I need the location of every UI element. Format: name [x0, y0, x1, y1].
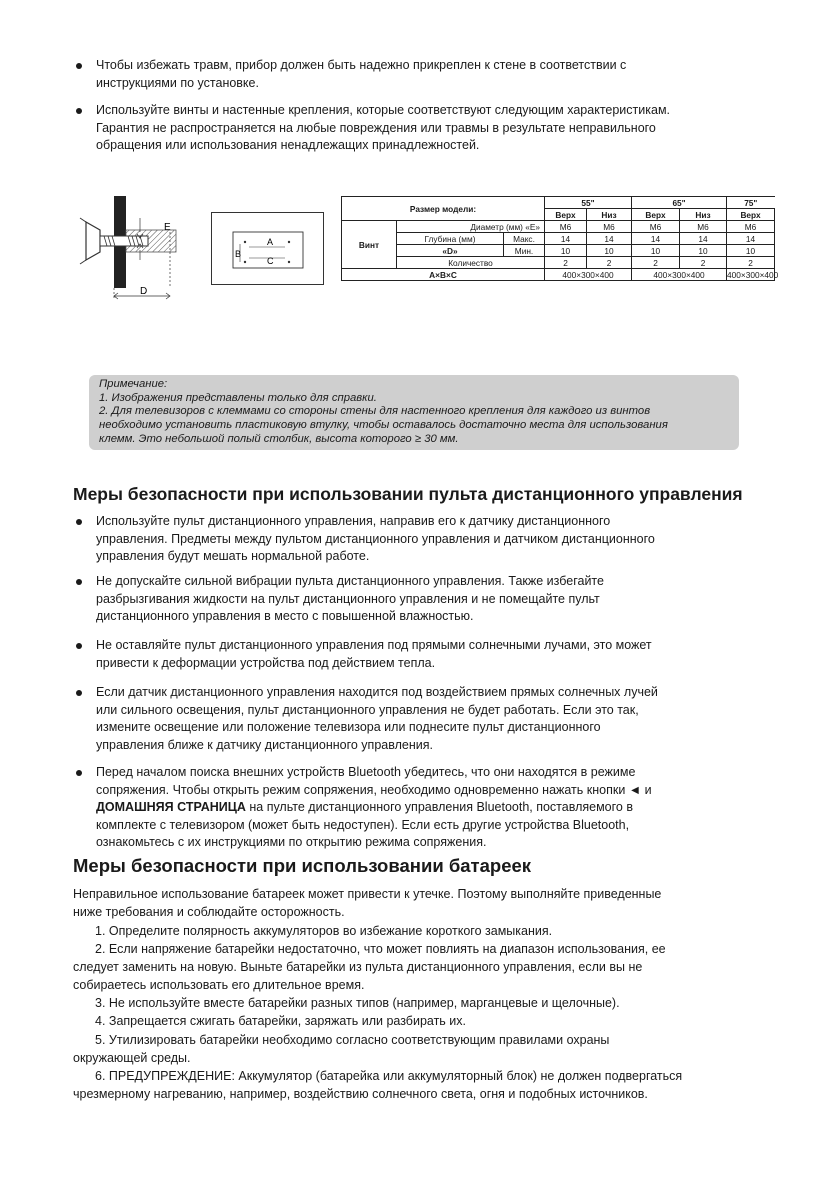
note-title: Примечание:	[99, 378, 168, 390]
note-box	[89, 375, 739, 450]
top-header: Верх	[632, 209, 680, 221]
list-line: чрезмерному нагреванию, например, воздействию солнечного света, огня и подобных источников.	[73, 1086, 648, 1101]
screw-spec-table	[341, 196, 779, 281]
text-fragment: на пульте дистанционного управления Bluetooth, поставляемого в	[245, 800, 633, 814]
axbxc-label: A×B×C	[342, 269, 545, 281]
model-size-label: Размер модели:	[342, 197, 545, 221]
bullet-dot	[76, 519, 82, 525]
bullet-dot	[76, 643, 82, 649]
bullet-item	[96, 684, 658, 754]
list-line: 5. Утилизировать батарейки необходимо согласно соответствующим правилами охраны	[95, 1032, 610, 1047]
note-line: 2. Для телевизоров с клеммами со стороны стены для настенного крепления для каждого из винтов	[99, 405, 651, 418]
text-line: комплекте с телевизором (может быть недоступен). Если есть другие устройства Bluetooth,	[96, 817, 630, 832]
text-line: управления. Предметы между пультом дистанционного управления и датчиком дистанционного	[96, 531, 655, 546]
table-cell: 400×300×400	[727, 269, 779, 280]
bottom-header: Низ	[680, 209, 727, 221]
text-line: разбрызгивания жидкости на пульт дистанционного управления и не помещайте пульт	[96, 591, 600, 606]
table-cell: M6	[632, 221, 680, 233]
table-cell: 10	[632, 245, 680, 257]
table-cell: M6	[587, 221, 632, 233]
bullet-dot	[76, 63, 82, 69]
table-row	[342, 257, 775, 269]
table-cell: 2	[727, 257, 775, 269]
bullet-item	[96, 573, 604, 626]
text-line: Используйте винты и настенные крепления, которые соответствуют следующим характеристикам.	[96, 103, 671, 117]
label-a: A	[267, 237, 274, 247]
battery-list	[73, 922, 682, 1103]
bluetooth-bullet	[96, 764, 652, 852]
text-line: или сильного освещения, пульт дистанционного управления не будет работать. Если это так,	[96, 702, 639, 717]
table-cell: 10	[680, 245, 727, 257]
text-line	[96, 799, 652, 817]
text-line: ниже требования и соблюдайте осторожность.	[73, 905, 345, 919]
table-row	[342, 269, 775, 281]
list-line: 1. Определите полярность аккумуляторов во избежание короткого замыкания.	[95, 924, 553, 938]
text-line: измените освещение или положение телевизора или поднесите пульт дистанционного	[96, 720, 601, 734]
diameter-label: Диаметр (мм) «E»	[397, 221, 545, 233]
text-line: Используйте пульт дистанционного управления, направив его к датчику дистанционного	[96, 514, 611, 528]
bullet-item	[96, 637, 652, 672]
table-cell: 14	[680, 233, 727, 245]
depth-d-label: «D»	[397, 245, 504, 257]
list-line: 4. Запрещается сжигать батарейки, заряжать или разбирать их.	[95, 1014, 466, 1029]
text-line: управления будут мешать нормальной работе.	[96, 549, 370, 563]
size-header: 75"	[727, 197, 775, 209]
text-line: привести к деформации устройства под действием тепла.	[96, 655, 436, 670]
bottom-header: Низ	[587, 209, 632, 221]
label-b: B	[235, 249, 242, 259]
label-d: D	[140, 286, 148, 297]
label-c: C	[267, 256, 274, 266]
list-line: 6. ПРЕДУПРЕЖДЕНИЕ: Аккумулятор (батарейка или аккумуляторный блок) не должен подвергаться	[95, 1068, 683, 1083]
text-line: Чтобы избежать травм, прибор должен быть надежно прикреплен к стене в соответствии с	[96, 58, 627, 72]
table-cell: 2	[545, 257, 587, 269]
depth-label: Глубина (мм)	[397, 233, 504, 245]
text-line: Гарантия не распространяется на любые повреждения или травмы в результате неправильного	[96, 120, 656, 135]
section-title: Меры безопасности при использовании батареек	[73, 855, 532, 876]
mount-pattern-diagram	[211, 212, 324, 285]
table-cell: 14	[727, 233, 775, 245]
text-line: Не допускайте сильной вибрации пульта дистанционного управления. Также избегайте	[96, 574, 604, 588]
list-line: 2. Если напряжение батарейки недостаточно, что может повлиять на диапазон использования, ее	[95, 942, 666, 957]
top-header: Верх	[727, 209, 775, 221]
text-line: Если датчик дистанционного управления находится под воздействием прямых солнечных лучей	[96, 685, 658, 699]
table-cell: 10	[545, 245, 587, 257]
battery-intro	[73, 885, 661, 921]
top-header: Верх	[545, 209, 587, 221]
label-e: E	[164, 222, 171, 233]
table-row	[342, 221, 775, 233]
quantity-label: Количество	[397, 257, 545, 269]
section-title: Меры безопасности при использовании пульта дистанционного управления	[73, 484, 743, 504]
table-cell: 2	[680, 257, 727, 269]
screw-diagram	[78, 196, 190, 304]
size-header: 65"	[632, 197, 727, 209]
bullet-dot	[76, 579, 82, 585]
table-row	[342, 197, 775, 209]
table-cell: 400×300×400	[632, 269, 727, 281]
bullet-item	[96, 513, 655, 566]
note-line: 1. Изображения представлены только для справки.	[99, 391, 377, 404]
list-line: окружающей среды.	[73, 1050, 191, 1065]
table-row	[342, 233, 775, 245]
list-line: собираетесь использовать его длительное время.	[73, 978, 365, 993]
text-line: Не оставляйте пульт дистанционного управления под прямыми солнечными лучами, это может	[96, 638, 652, 652]
text-line: обращения или использования ненадлежащих принадлежностей.	[96, 138, 480, 152]
text-line: дистанционного управления в место с повышенной влажностью.	[96, 609, 474, 623]
table-cell: 10	[727, 245, 775, 257]
table-cell: 14	[587, 233, 632, 245]
text-line: Неправильное использование батареек может привести к утечке. Поэтому выполняйте приведенные	[73, 887, 662, 901]
size-header: 55"	[545, 197, 632, 209]
text-line: ознакомьтесь с их инструкциями по открытию режима сопряжения.	[96, 835, 487, 849]
bullet-item	[96, 57, 626, 92]
screw-label: Винт	[342, 221, 397, 269]
text-line: сопряжения. Чтобы открыть режим сопряжения, необходимо одновременно нажать кнопки ◄ и	[96, 782, 652, 797]
table-cell: M6	[680, 221, 727, 233]
text-line: управления ближе к датчику дистанционного управления.	[96, 737, 433, 752]
table-cell: 400×300×400	[545, 269, 632, 281]
table-cell: 14	[632, 233, 680, 245]
note-line: клемм. Это небольшой полый столбик, высота которого ≥ 30 мм.	[99, 432, 459, 445]
bullet-dot	[76, 108, 82, 114]
bullet-dot	[76, 690, 82, 696]
table-cell: 10	[587, 245, 632, 257]
home-button-name: ДОМАШНЯЯ СТРАНИЦА	[96, 800, 246, 814]
text-line: Перед началом поиска внешних устройств Bluetooth убедитесь, что они находятся в режиме	[96, 765, 636, 779]
list-line: следует заменить на новую. Выньте батарейки из пульта дистанционного управления, если вы не	[73, 960, 643, 975]
note-line: необходимо установить пластиковую втулку, чтобы оставалось достаточно места для использования	[99, 419, 668, 432]
table-cell: M6	[727, 221, 775, 233]
table-cell: 14	[545, 233, 587, 245]
table-cell: 2	[632, 257, 680, 269]
text-line: инструкциями по установке.	[96, 75, 259, 90]
list-line: 3. Не используйте вместе батарейки разных типов (например, марганцевые и щелочные).	[95, 996, 620, 1011]
bullet-item	[96, 102, 670, 155]
screw-head	[86, 222, 100, 260]
table-cell: M6	[545, 221, 587, 233]
table-row	[342, 245, 775, 257]
max-label: Макс.	[504, 233, 545, 245]
table-cell: 2	[587, 257, 632, 269]
bullet-dot	[76, 770, 82, 776]
min-label: Мин.	[504, 245, 545, 257]
